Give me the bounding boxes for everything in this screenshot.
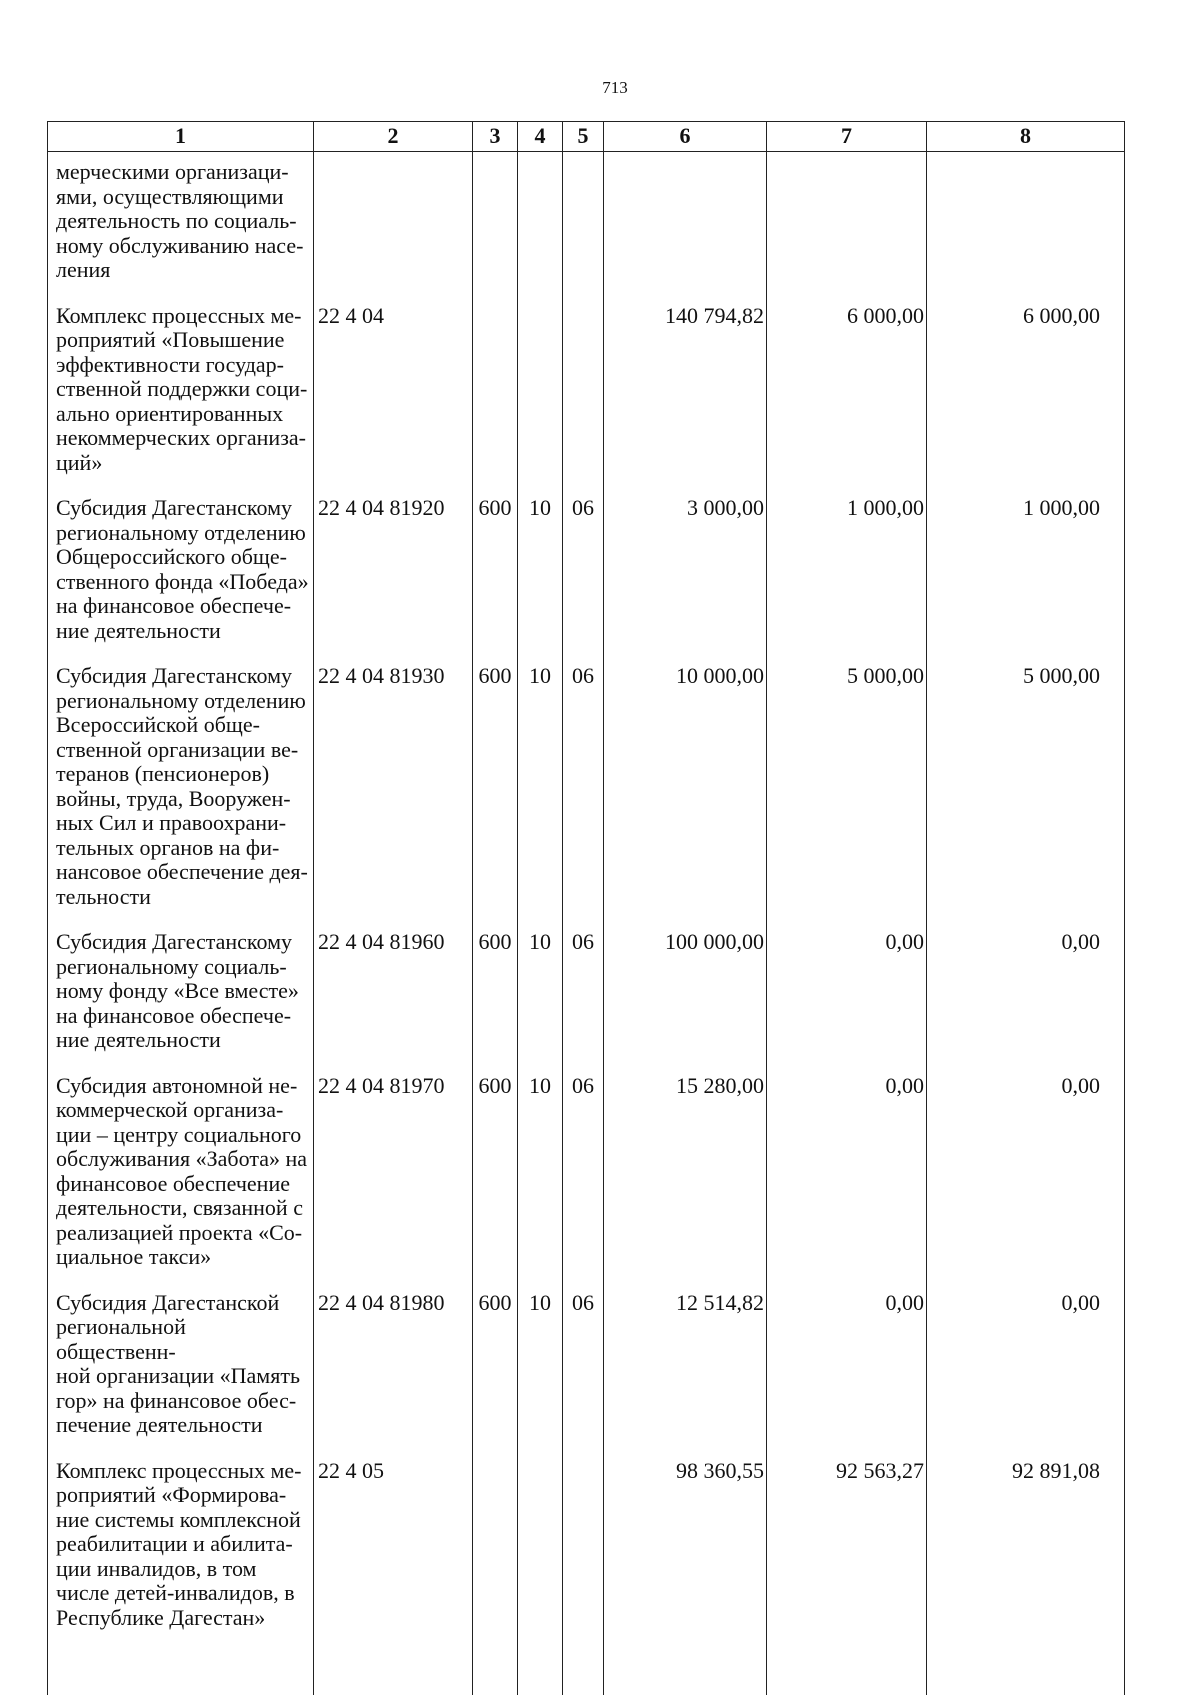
row-code: 22 4 04 81930 (314, 664, 473, 930)
row-code: 22 4 04 81960 (314, 930, 473, 1074)
header-col-5: 5 (563, 122, 604, 152)
row-name: Комплекс процессных ме- роприятий «Формирова- ние системы комплексной реабилитации и абилита- ции инвалидов, в том числе детей-инвалидов, в Республике Дагестан» (48, 1459, 314, 1695)
row-code: 22 4 04 81980 (314, 1291, 473, 1459)
row-col-4: 10 (518, 664, 563, 930)
row-col-4: 10 (518, 1074, 563, 1291)
row-value-8: 0,00 (927, 930, 1125, 1074)
row-col-5: 06 (563, 664, 604, 930)
row-value-8: 6 000,00 (927, 304, 1125, 497)
row-code: 22 4 04 (314, 304, 473, 497)
row-col-4: 10 (518, 1291, 563, 1459)
row-value-7: 0,00 (767, 1074, 927, 1291)
row-col-3: 600 (473, 664, 518, 930)
table-row (48, 664, 1125, 930)
row-value-7: 92 563,27 (767, 1459, 927, 1695)
table-row (48, 1074, 1125, 1291)
table-row (48, 1459, 1125, 1695)
row-value-7: 1 000,00 (767, 496, 927, 664)
row-col-3 (473, 152, 518, 304)
row-col-4: 10 (518, 930, 563, 1074)
row-code: 22 4 05 (314, 1459, 473, 1695)
row-value-6: 98 360,55 (604, 1459, 767, 1695)
row-col-5 (563, 152, 604, 304)
row-value-8: 5 000,00 (927, 664, 1125, 930)
row-value-6: 3 000,00 (604, 496, 767, 664)
header-col-2: 2 (314, 122, 473, 152)
row-col-3: 600 (473, 1291, 518, 1459)
row-value-7: 6 000,00 (767, 304, 927, 497)
row-value-6: 15 280,00 (604, 1074, 767, 1291)
row-value-6: 12 514,82 (604, 1291, 767, 1459)
header-col-3: 3 (473, 122, 518, 152)
page-number: 713 (602, 78, 628, 97)
row-name: Субсидия Дагестанскому региональному социаль- ному фонду «Все вместе» на финансовое обеспече- ние деятельности (48, 930, 314, 1074)
row-code (314, 152, 473, 304)
row-value-6: 100 000,00 (604, 930, 767, 1074)
row-name: Комплекс процессных ме- роприятий «Повышение эффективности государ- ственной поддержки соци- ально ориентированных некоммерческих организа- ций» (48, 304, 314, 497)
row-value-8: 1 000,00 (927, 496, 1125, 664)
row-value-7: 0,00 (767, 1291, 927, 1459)
header-col-4: 4 (518, 122, 563, 152)
row-col-5 (563, 1459, 604, 1695)
header-col-6: 6 (604, 122, 767, 152)
row-col-3: 600 (473, 930, 518, 1074)
row-code: 22 4 04 81920 (314, 496, 473, 664)
row-col-5: 06 (563, 1291, 604, 1459)
row-col-4 (518, 304, 563, 497)
row-col-5 (563, 304, 604, 497)
row-value-6: 10 000,00 (604, 664, 767, 930)
header-col-8: 8 (927, 122, 1125, 152)
header-row (48, 122, 1125, 152)
budget-table (47, 121, 1125, 1695)
row-value-8: 0,00 (927, 1074, 1125, 1291)
row-col-5: 06 (563, 1074, 604, 1291)
row-value-8 (927, 152, 1125, 304)
table-row (48, 496, 1125, 664)
table-row (48, 152, 1125, 304)
table-row (48, 930, 1125, 1074)
header-col-1: 1 (48, 122, 314, 152)
row-name: Субсидия автономной не- коммерческой организа- ции – центру социального обслуживания «Забота» на финансовое обеспечение деятельности, связанной с реализацией проекта «Со- циальное такси» (48, 1074, 314, 1291)
row-value-8: 0,00 (927, 1291, 1125, 1459)
row-code: 22 4 04 81970 (314, 1074, 473, 1291)
row-name: Субсидия Дагестанскому региональному отделению Всероссийской обще- ственной организации ве- теранов (пенсионеров) войны, труда, Вооружен- ных Сил и правоохрани- тельных органов на фи- нансовое обеспечение дея- тельности (48, 664, 314, 930)
row-name: Субсидия Дагестанскому региональному отделению Общероссийского обще- ственного фонда «Победа» на финансовое обеспече- ние деятельности (48, 496, 314, 664)
row-value-6: 140 794,82 (604, 304, 767, 497)
row-value-6 (604, 152, 767, 304)
row-name: мерческими организаци- ями, осуществляющими деятельность по социаль- ному обслуживанию насе- ления (48, 152, 314, 304)
row-value-8: 92 891,08 (927, 1459, 1125, 1695)
row-col-3 (473, 304, 518, 497)
table-row (48, 304, 1125, 497)
row-col-3: 600 (473, 496, 518, 664)
row-col-5: 06 (563, 496, 604, 664)
row-value-7: 5 000,00 (767, 664, 927, 930)
row-col-5: 06 (563, 930, 604, 1074)
row-col-4 (518, 152, 563, 304)
row-value-7 (767, 152, 927, 304)
row-col-3 (473, 1459, 518, 1695)
row-col-4 (518, 1459, 563, 1695)
table-row (48, 1291, 1125, 1459)
row-name: Субсидия Дагестанской региональной общественн- ной организации «Память гор» на финансовое обес- печение деятельности (48, 1291, 314, 1459)
header-col-7: 7 (767, 122, 927, 152)
row-col-4: 10 (518, 496, 563, 664)
row-value-7: 0,00 (767, 930, 927, 1074)
row-col-3: 600 (473, 1074, 518, 1291)
